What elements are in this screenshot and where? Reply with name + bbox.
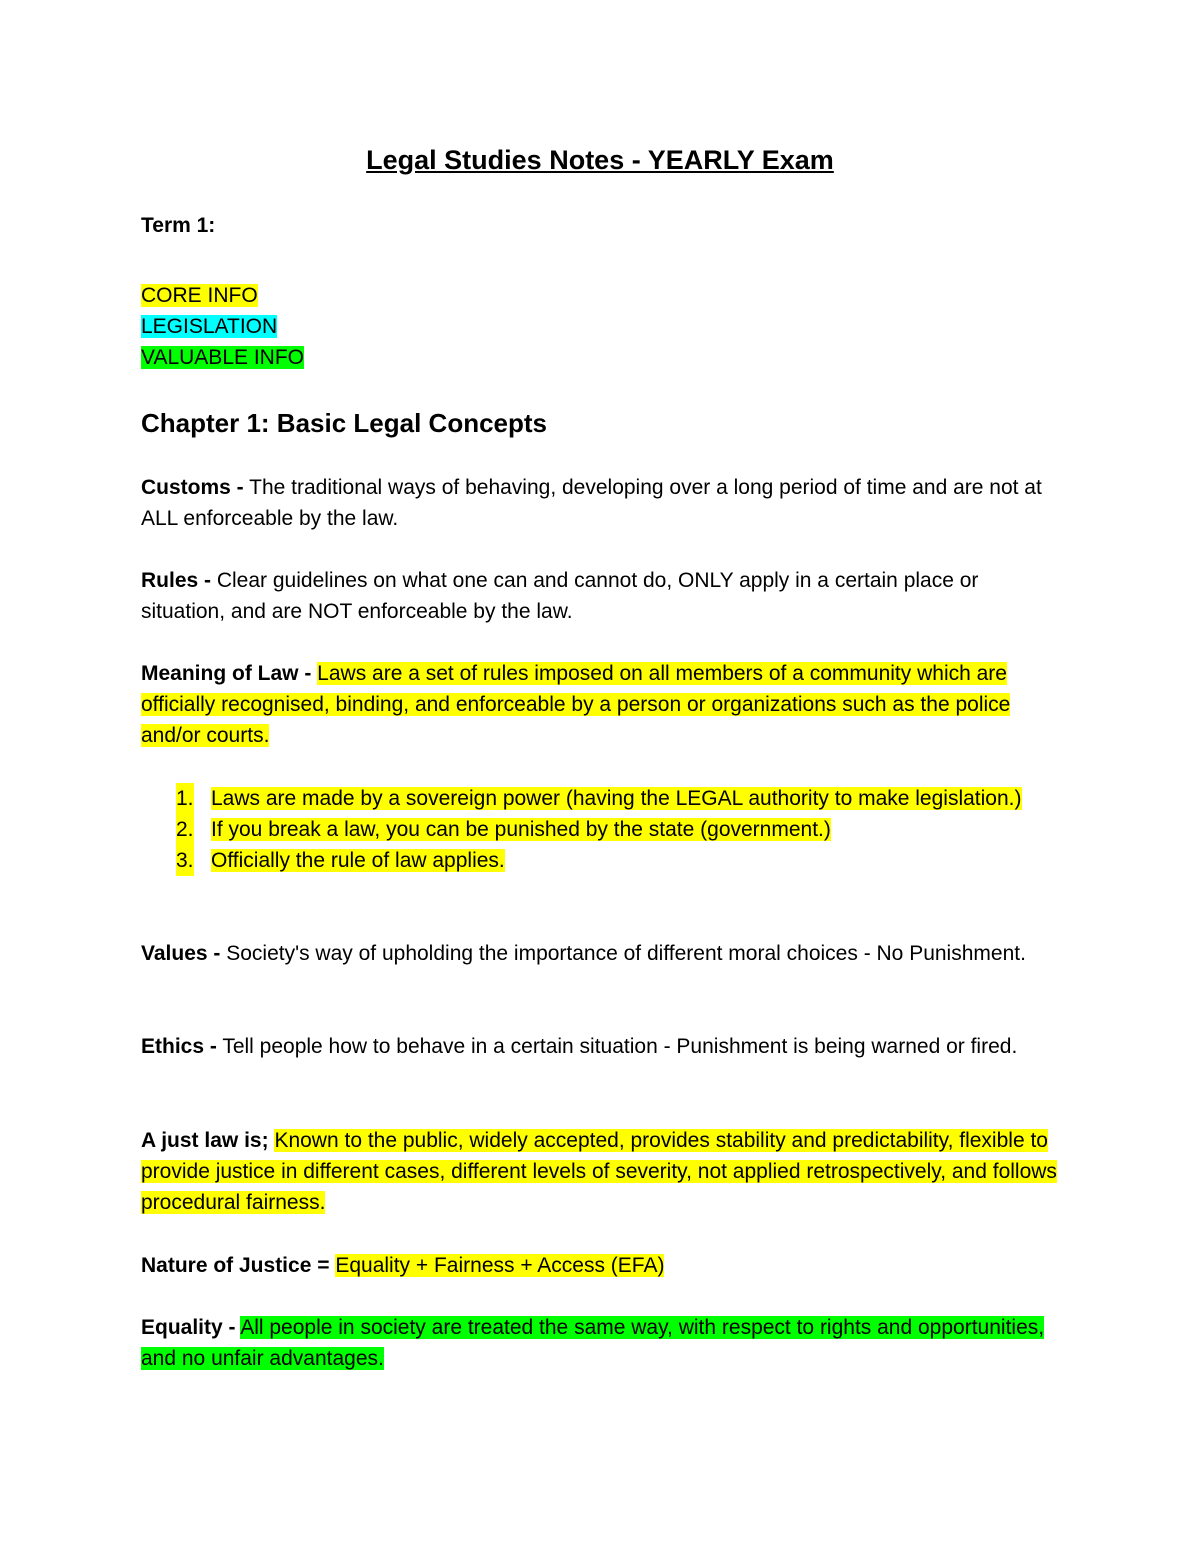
document-title: Legal Studies Notes - YEARLY Exam bbox=[366, 145, 834, 175]
definition-term: A just law is; bbox=[141, 1129, 269, 1152]
definition-term: Ethics - bbox=[141, 1035, 217, 1058]
definition-text: Laws are a set of rules imposed on all members of a community which are officially recognised, binding, and enforceable by a person or organizations such as the police and/or courts. bbox=[141, 662, 1011, 747]
list-number: 3. bbox=[176, 845, 194, 876]
highlight-legend bbox=[141, 280, 1061, 373]
definition-text: The traditional ways of behaving, developing over a long period of time and are not at ALL enforceable by the law. bbox=[141, 476, 1042, 530]
term-heading: Term 1: bbox=[141, 214, 216, 237]
definition-rules bbox=[141, 565, 1061, 627]
definition-text: Equality + Fairness + Access (EFA) bbox=[335, 1254, 665, 1277]
list-number: 2. bbox=[176, 814, 194, 845]
definition-text: Clear guidelines on what one can and cannot do, ONLY apply in a certain place or situation, and are NOT enforceable by the law. bbox=[141, 569, 979, 623]
legend-valuable-info: VALUABLE INFO bbox=[141, 346, 304, 369]
list-number: 1. bbox=[176, 783, 194, 814]
definition-meaning-of-law bbox=[141, 658, 1061, 751]
definition-text: Tell people how to behave in a certain situation - Punishment is being warned or fired. bbox=[216, 1035, 1018, 1058]
definition-term: Rules - bbox=[141, 569, 212, 592]
list-text: Officially the rule of law applies. bbox=[211, 849, 505, 872]
definition-equality bbox=[141, 1312, 1061, 1374]
definition-term: Nature of Justice = bbox=[141, 1254, 330, 1277]
definition-just-law bbox=[141, 1125, 1061, 1218]
chapter-heading: Chapter 1: Basic Legal Concepts bbox=[141, 408, 547, 438]
definition-customs bbox=[141, 472, 1061, 534]
definition-text: All people in society are treated the same way, with respect to rights and opportunities, and no unfair advantages. bbox=[141, 1316, 1045, 1370]
definition-text: Society's way of upholding the importance of different moral choices - No Punishment. bbox=[220, 942, 1026, 965]
definition-values bbox=[141, 938, 1061, 969]
legend-core-info: CORE INFO bbox=[141, 284, 258, 307]
definition-nature-of-justice bbox=[141, 1250, 1061, 1281]
definition-term: Values - bbox=[141, 942, 221, 965]
list-text: If you break a law, you can be punished by the state (government.) bbox=[211, 818, 831, 841]
definition-term: Equality - bbox=[141, 1316, 236, 1339]
definition-term: Customs - bbox=[141, 476, 244, 499]
list-item bbox=[141, 845, 1061, 876]
definition-ethics bbox=[141, 1031, 1061, 1062]
legend-legislation: LEGISLATION bbox=[141, 315, 278, 338]
list-text: Laws are made by a sovereign power (having the LEGAL authority to make legislation.) bbox=[211, 787, 1022, 810]
definition-text: Known to the public, widely accepted, provides stability and predictability, flexible to provide justice in different cases, different levels of severity, not applied retrospectively, and follows procedural fairness. bbox=[141, 1129, 1057, 1214]
law-characteristics-list bbox=[141, 783, 1061, 876]
list-item bbox=[141, 814, 1061, 845]
definition-term: Meaning of Law - bbox=[141, 662, 312, 685]
list-item bbox=[141, 783, 1061, 814]
